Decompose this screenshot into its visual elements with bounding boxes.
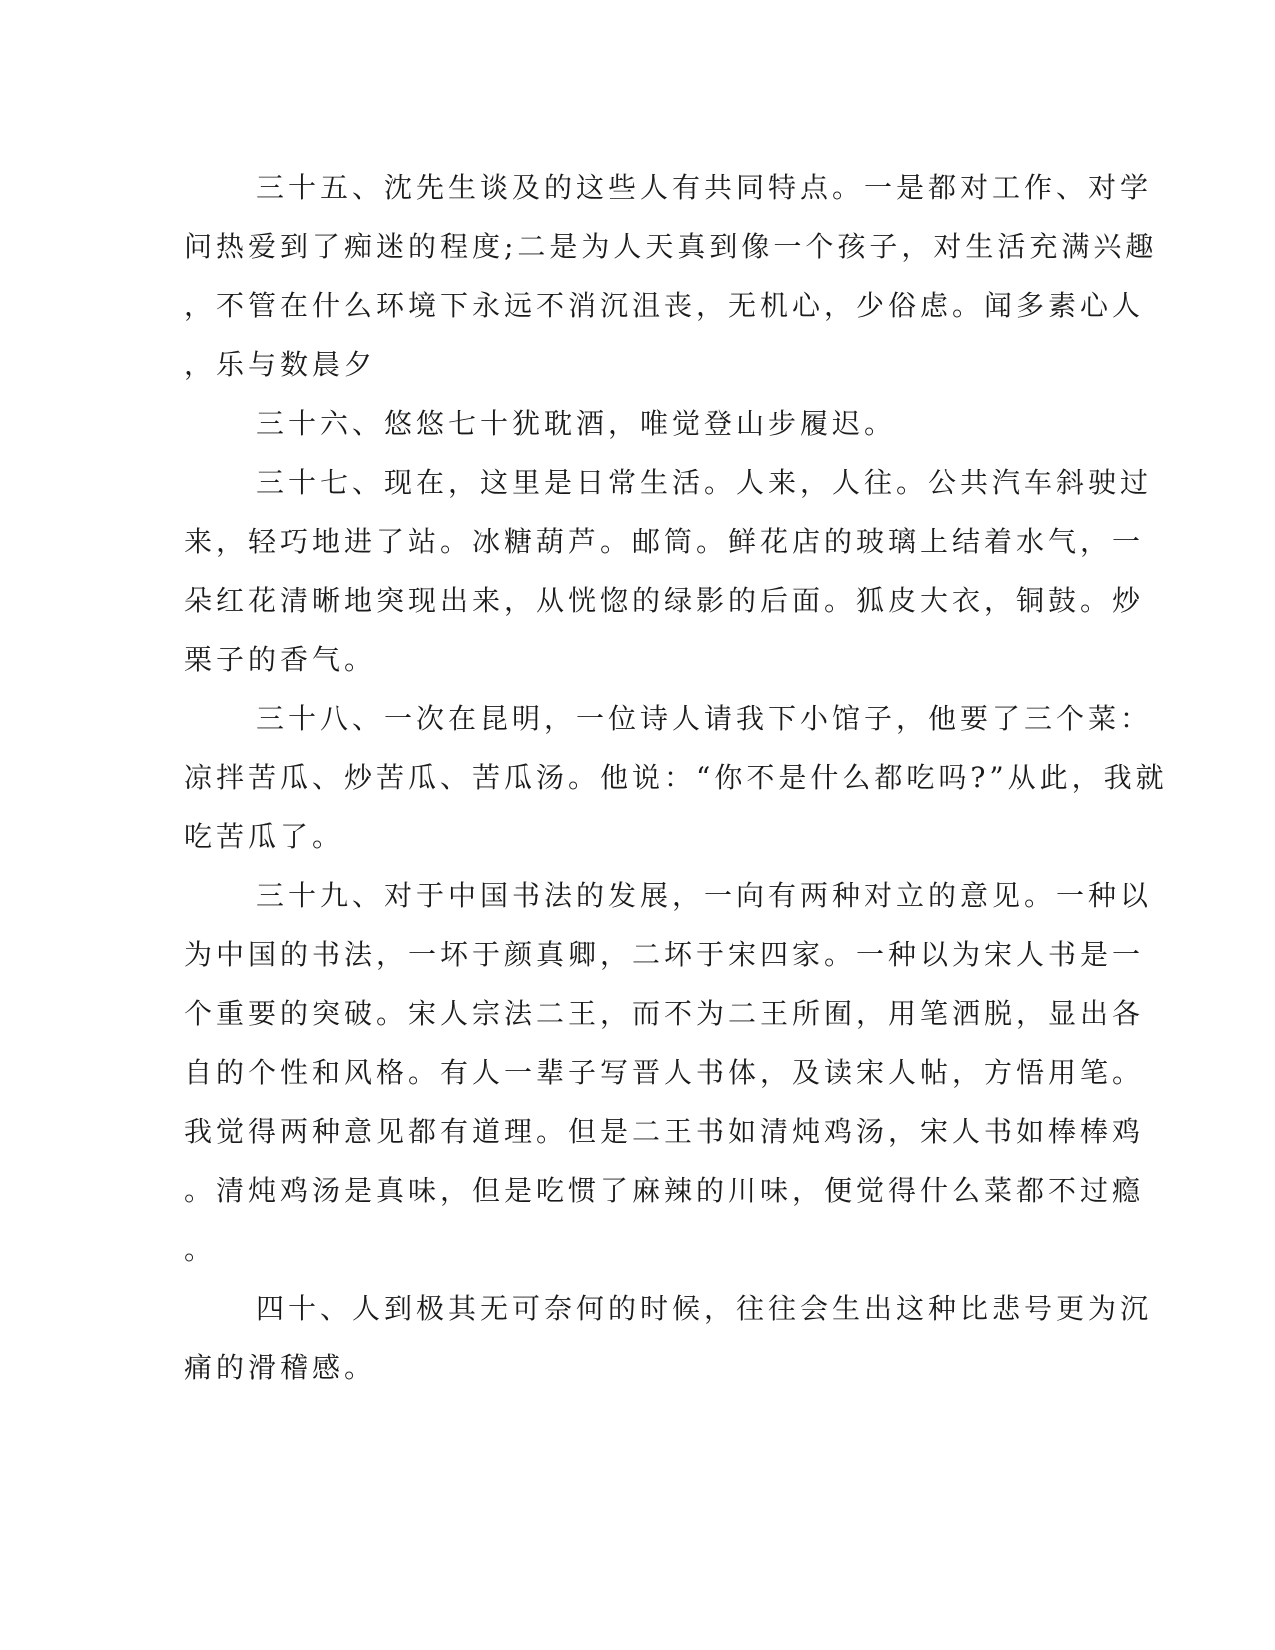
paragraph-40: [184, 1279, 1153, 1397]
text-line: 三十五、沈先生谈及的这些人有共同特点。一是都对工作、对学: [256, 171, 1153, 204]
text-line: 朵红花清晰地突现出来，从恍惚的绿影的后面。狐皮大衣，铜鼓。炒: [184, 584, 1145, 617]
text-line: 。: [184, 1233, 217, 1266]
text-line: 自的个性和风格。有人一辈子写晋人书体，及读宋人帖，方悟用笔。: [184, 1056, 1145, 1089]
text-line: 三十八、一次在昆明，一位诗人请我下小馆子，他要了三个菜：: [256, 702, 1153, 735]
text-line: ，乐与数晨夕: [184, 348, 377, 381]
text-line: 痛的滑稽感。: [184, 1351, 377, 1384]
text-line: 四十、人到极其无可奈何的时候，往往会生出这种比悲号更为沉: [256, 1292, 1153, 1325]
paragraph-35: [184, 158, 1158, 394]
text-line: 凉拌苦瓜、炒苦瓜、苦瓜汤。他说：“你不是什么都吃吗?”从此，我就: [184, 761, 1168, 794]
text-line: 问热爱到了痴迷的程度;二是为人天真到像一个孩子，对生活充满兴趣: [184, 230, 1158, 263]
document-body: [184, 158, 1168, 1397]
text-line: 为中国的书法，一坏于颜真卿，二坏于宋四家。一种以为宋人书是一: [184, 938, 1145, 971]
text-line: 来，轻巧地进了站。冰糖葫芦。邮筒。鲜花店的玻璃上结着水气，一: [184, 525, 1145, 558]
text-line: ，不管在什么环境下永远不消沉沮丧，无机心，少俗虑。闻多素心人: [184, 289, 1145, 322]
text-line: 我觉得两种意见都有道理。但是二王书如清炖鸡汤，宋人书如棒棒鸡: [184, 1115, 1145, 1148]
text-line: 栗子的香气。: [184, 643, 377, 676]
text-line: 个重要的突破。宋人宗法二王，而不为二王所囿，用笔洒脱，显出各: [184, 997, 1145, 1030]
paragraph-38: [184, 689, 1168, 866]
text-line: 三十七、现在，这里是日常生活。人来，人往。公共汽车斜驶过: [256, 466, 1153, 499]
paragraph-36: [184, 394, 1034, 453]
text-line: 三十六、悠悠七十犹耽酒，唯觉登山步履迟。: [256, 407, 897, 440]
text-line: 。清炖鸡汤是真味，但是吃惯了麻辣的川味，便觉得什么菜都不过瘾: [184, 1174, 1145, 1207]
paragraph-37: [184, 453, 1153, 689]
text-line: 吃苦瓜了。: [184, 820, 345, 853]
text-line: 三十九、对于中国书法的发展，一向有两种对立的意见。一种以: [256, 879, 1153, 912]
paragraph-39: [184, 866, 1153, 1279]
